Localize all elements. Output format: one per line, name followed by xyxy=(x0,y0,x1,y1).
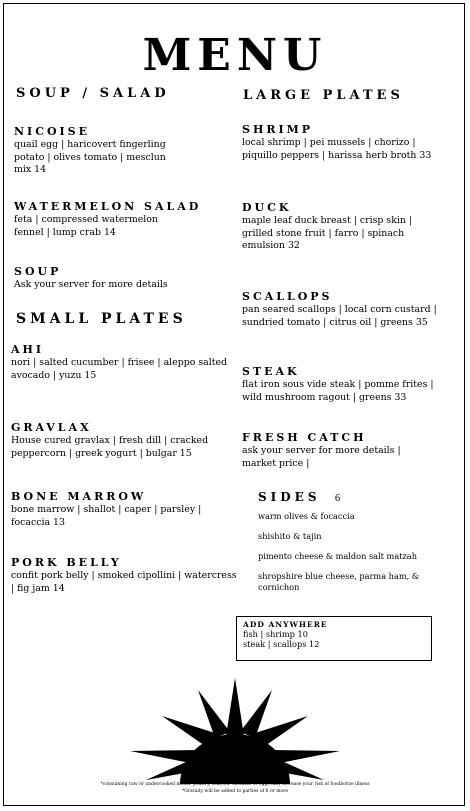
item-description: quail egg | haricovert fingerling potato | olives tomato | mesclun mix 14 xyxy=(14,139,166,175)
menu-item-bone-marrow xyxy=(11,490,231,529)
add-on-line: fish | shrimp 10 xyxy=(243,629,308,639)
menu-item-soup xyxy=(14,265,224,292)
item-description: confit pork belly | smoked cipollini | watercress | fig jam 14 xyxy=(11,570,237,594)
menu-item-watermelon-salad xyxy=(14,200,224,239)
item-name: AHI xyxy=(11,343,45,356)
menu-item-nicoise xyxy=(14,125,224,177)
add-on-heading: ADD ANYWHERE xyxy=(243,620,328,629)
item-description: pan seared scallops | local corn custard | sundried tomato | citrus oil | greens 35 xyxy=(242,304,437,328)
item-description: bone marrow | shallot | caper | parsley | focaccia 13 xyxy=(11,504,202,528)
item-description: nori | salted cucumber | frisee | aleppo salted avocado | yuzu 15 xyxy=(11,357,228,381)
item-description: flat iron sous vide steak | pomme frites | wild mushroom ragout | greens 33 xyxy=(242,379,434,403)
item-name: SCALLOPS xyxy=(242,290,333,303)
item-name: WATERMELON SALAD xyxy=(14,200,202,213)
item-description: Ask your server for more details xyxy=(14,279,168,290)
side-item: shishito & tajin xyxy=(258,531,322,541)
menu-item-gravlax xyxy=(11,421,231,460)
item-name: SHRIMP xyxy=(242,123,314,136)
section-large-plates: LARGE PLATES xyxy=(243,88,404,103)
sides-heading: SIDES xyxy=(258,490,321,504)
item-name: PORK BELLY xyxy=(11,556,122,569)
item-name: FRESH CATCH xyxy=(242,431,367,444)
item-description: ask your server for more details | market price | xyxy=(242,445,401,469)
side-item: shropshire blue cheese, parma ham, & cornichon xyxy=(258,571,420,592)
item-name: BONE MARROW xyxy=(11,490,147,503)
sides-list xyxy=(258,511,458,602)
section-small-plates: SMALL PLATES xyxy=(16,311,187,327)
menu-item-ahi xyxy=(11,343,231,382)
section-sides xyxy=(258,490,340,504)
side-item: pimento cheese & maldon salt matzah xyxy=(258,551,417,561)
section-soup-salad: SOUP / SALAD xyxy=(16,86,170,101)
add-on-box xyxy=(236,616,432,661)
item-name: DUCK xyxy=(242,201,292,214)
menu-item-duck xyxy=(242,201,457,253)
menu-item-fresh-catch xyxy=(242,431,457,470)
menu-item-scallops xyxy=(242,290,457,329)
item-name: SOUP xyxy=(14,265,62,278)
footer-disclaimer: *consuming raw or undercooked meats, poultry, seafood, shellfish or eggs may increase your risk of foodborne illness xyxy=(100,782,370,787)
menu-item-steak xyxy=(242,365,457,404)
menu-title: MENU xyxy=(142,30,328,81)
item-description: local shrimp | pei mussels | chorizo | piquillo peppers | harissa herb broth 33 xyxy=(242,137,432,161)
footer-gratuity-note: *Gratuity will be added to parties of 6 or more xyxy=(181,789,289,794)
menu-item-shrimp xyxy=(242,123,457,162)
item-name: NICOISE xyxy=(14,125,91,138)
add-on-line: steak | scallops 12 xyxy=(243,639,320,649)
item-name: STEAK xyxy=(242,365,300,378)
menu-item-pork-belly xyxy=(11,556,236,595)
sun-logo-icon xyxy=(110,676,360,786)
item-description: feta | compressed watermelon fennel | lump crab 14 xyxy=(14,214,158,238)
sides-price: 6 xyxy=(334,494,341,504)
side-item: warm olives & focaccia xyxy=(258,511,355,521)
item-description: maple leaf duck breast | crisp skin | grilled stone fruit | farro | spinach emulsion 32 xyxy=(242,215,413,251)
item-name: GRAVLAX xyxy=(11,421,92,434)
item-description: House cured gravlax | fresh dill | cracked peppercorn | greek yogurt | bulgar 15 xyxy=(11,435,209,459)
